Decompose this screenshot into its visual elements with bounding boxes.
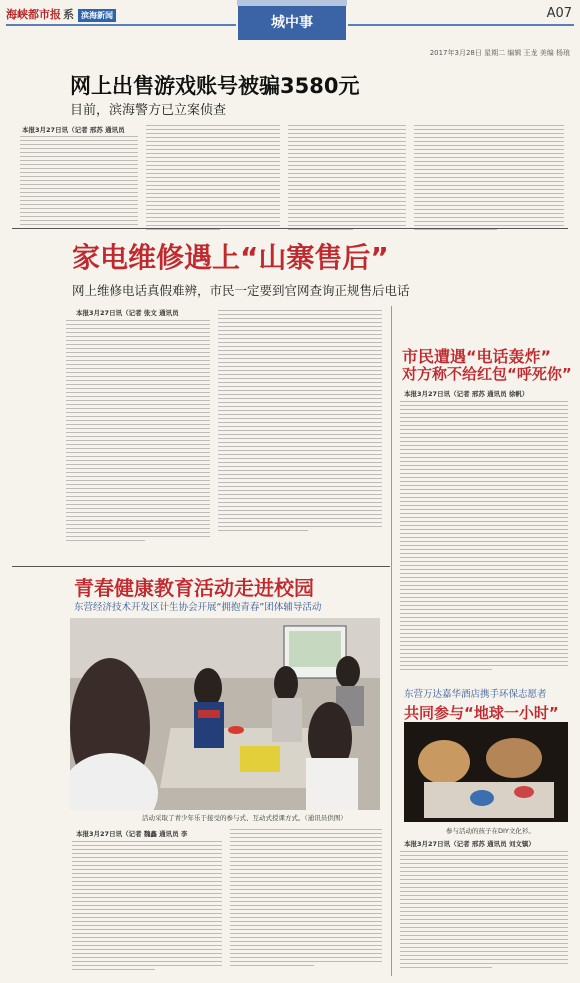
article1-byline: 本报3月27日讯（记者 邢苏 通讯员 [22,126,125,134]
article4-col1-text [72,841,222,973]
classroom-photo-image [70,618,380,810]
article5-title: 共同参与“地球一小时” [404,704,559,722]
classroom-photo [70,618,380,810]
divider-1 [12,228,568,229]
article3-byline: 本报3月27日讯（记者 邢苏 通讯员 徐帆） [404,390,529,398]
article5-caption: 参与活动的孩子在DIY文化衫。 [446,827,535,835]
article4-title: 青春健康教育活动走进校园 [74,576,314,600]
article3-title2: 对方称不给红包“呼死你” [402,365,572,383]
article3-text [400,401,568,673]
article3-title: 市民遭遇“电话轰炸” [402,347,552,366]
header-rule-right [348,24,574,26]
article2-subtitle: 网上维修电话真假难辨，市民一定要到官网查询正规售后电话 [72,283,410,298]
edition-badge: 滨海新闻 [78,9,116,22]
article4-byline: 本报3月27日讯（记者 魏鑫 通讯员 李 [76,830,188,838]
article4-caption: 活动采取了青少年乐于接受的参与式、互动式授课方式。（通讯员供图） [142,814,347,822]
brand-suffix: 系 [63,8,74,21]
earth-hour-photo-image [404,722,568,822]
article4-subtitle: 东营经济技术开发区计生协会开展“拥抱青春”团体辅导活动 [74,602,322,613]
brand-name: 海峡都市报 [6,8,61,21]
article5-text [400,851,568,971]
divider-2 [12,566,390,567]
article2-title: 家电维修遇上“山寨售后” [72,241,389,274]
newspaper-logo [6,6,116,22]
page-number: A07 [546,6,572,21]
dateline: 2017年3月28日 星期二 编辑 王龙 美编 杨琅 [429,49,570,57]
article2-col2-text [218,310,382,534]
section-title: 城中事 [238,0,346,40]
article2-col1-text [66,320,210,544]
article1-col2-text [146,125,280,233]
article4-col2-text [230,829,382,969]
article1-subtitle: 目前，滨海警方已立案侦查 [70,103,227,118]
earth-hour-photo [404,722,568,822]
article5-kicker: 东营万达嘉华酒店携手环保志愿者 [404,689,547,700]
article1-col4-text [414,125,564,233]
article1-col1-text [20,136,138,232]
article1-col3-text [288,125,406,233]
article2-byline: 本报3月27日讯（记者 张文 通讯员 [76,309,179,317]
column-divider [391,306,392,976]
header-rule-left [6,24,236,26]
article5-byline: 本报3月27日讯（记者 邢苏 通讯员 刘文镇） [404,840,535,848]
article1-title: 网上出售游戏账号被骗3580元 [70,74,360,98]
